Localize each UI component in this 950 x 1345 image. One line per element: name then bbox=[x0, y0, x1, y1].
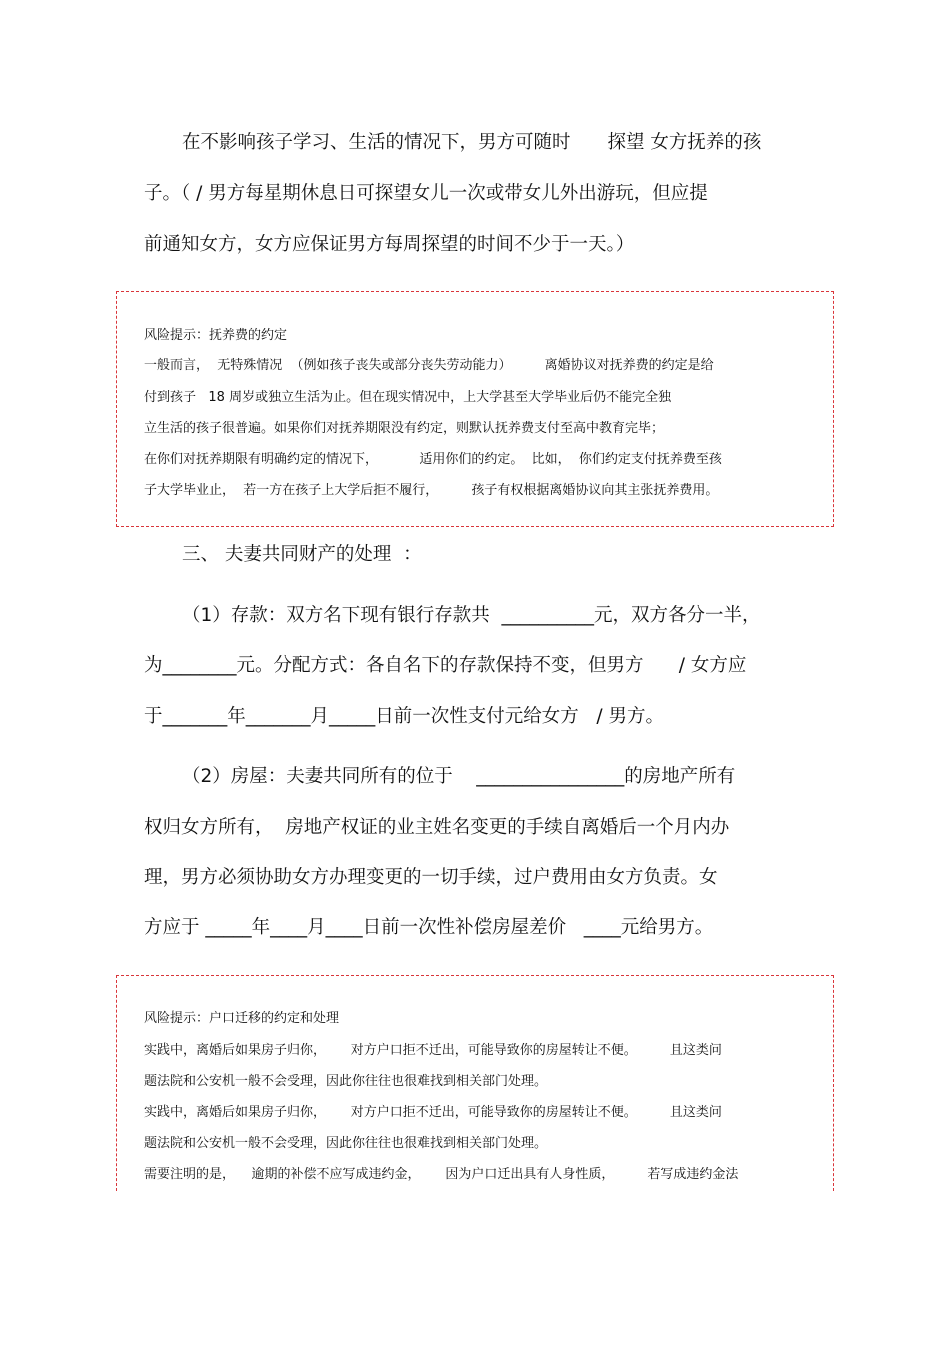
risk-box-2-title: 风险提示：户口迁移的约定和处理 bbox=[144, 1011, 340, 1026]
deposit-line-2: 为________元。分配方式：各自名下的存款保持不变，但男方 / 女方应 bbox=[144, 655, 747, 676]
visit-line-2: 子。（ / 男方每星期休息日可探望女儿一次或带女儿外出游玩，但应提 bbox=[144, 183, 708, 204]
risk-box-2-line: 题法院和公安机一般不会受理，因此你往往也很难找到相关部门处理。 bbox=[144, 1074, 548, 1089]
risk-box-1-line: 立生活的孩子很普遍。如果你们对抚养期限没有约定，则默认抚养费支付至高中教育完毕； bbox=[144, 421, 665, 436]
risk-box-2-line: 题法院和公安机一般不会受理，因此你往往也很难找到相关部门处理。 bbox=[144, 1136, 548, 1151]
deposit-line-1: （1）存款：双方名下现有银行存款共 __________元，双方各分一半， bbox=[182, 605, 761, 626]
risk-box-2-line: 实践中，离婚后如果房子归你， 对方户口拒不迁出，可能导致你的房屋转让不便。 且这类问 bbox=[144, 1043, 722, 1058]
house-line-4: 方应于 _____年____月____日前一次性补偿房屋差价 ____元给男方。 bbox=[144, 917, 714, 938]
risk-box-1-line: 一般而言， 无特殊情况 （例如孩子丧失或部分丧失劳动能力） 离婚协议对抚养费的约定是给 bbox=[144, 358, 714, 373]
house-line-1: （2）房屋：夫妻共同所有的位于 ________________的房地产所有 bbox=[182, 766, 736, 787]
risk-box-child-support-bottom-border bbox=[116, 526, 834, 527]
risk-box-1-line: 付到孩子 18 周岁或独立生活为止。但在现实情况中，上大学甚至大学毕业后仍不能完全独 bbox=[144, 390, 672, 405]
visit-line-3: 前通知女方，女方应保证男方每周探望的时间不少于一天。） bbox=[144, 234, 635, 255]
visit-line-1: 在不影响孩子学习、生活的情况下，男方可随时 探望 女方抚养的孩 bbox=[182, 132, 762, 153]
deposit-line-3: 于_______年_______月_____日前一次性支付元给女方 / 男方。 bbox=[144, 706, 665, 727]
risk-box-1-line: 在你们对抚养期限有明确约定的情况下， 适用你们的约定。 比如， 你们约定支付抚养费至孩 bbox=[144, 452, 722, 467]
risk-box-2-line: 实践中，离婚后如果房子归你， 对方户口拒不迁出，可能导致你的房屋转让不便。 且这类问 bbox=[144, 1105, 722, 1120]
risk-box-1-line: 子大学毕业止， 若一方在孩子上大学后拒不履行， 孩子有权根据离婚协议向其主张抚养费用。 bbox=[144, 483, 719, 498]
house-line-3: 理，男方必须协助女方办理变更的一切手续，过户费用由女方负责。女 bbox=[144, 867, 718, 888]
house-line-2: 权归女方所有， 房地产权证的业主姓名变更的手续自离婚后一个月内办 bbox=[144, 817, 730, 838]
risk-box-1-title: 风险提示：抚养费的约定 bbox=[144, 328, 288, 343]
risk-box-2-line: 需要注明的是， 逾期的补偿不应写成违约金， 因为户口迁出具有人身性质， 若写成违约金法 bbox=[144, 1167, 739, 1182]
section-heading: 三、 夫妻共同财产的处理 ： bbox=[182, 544, 422, 565]
